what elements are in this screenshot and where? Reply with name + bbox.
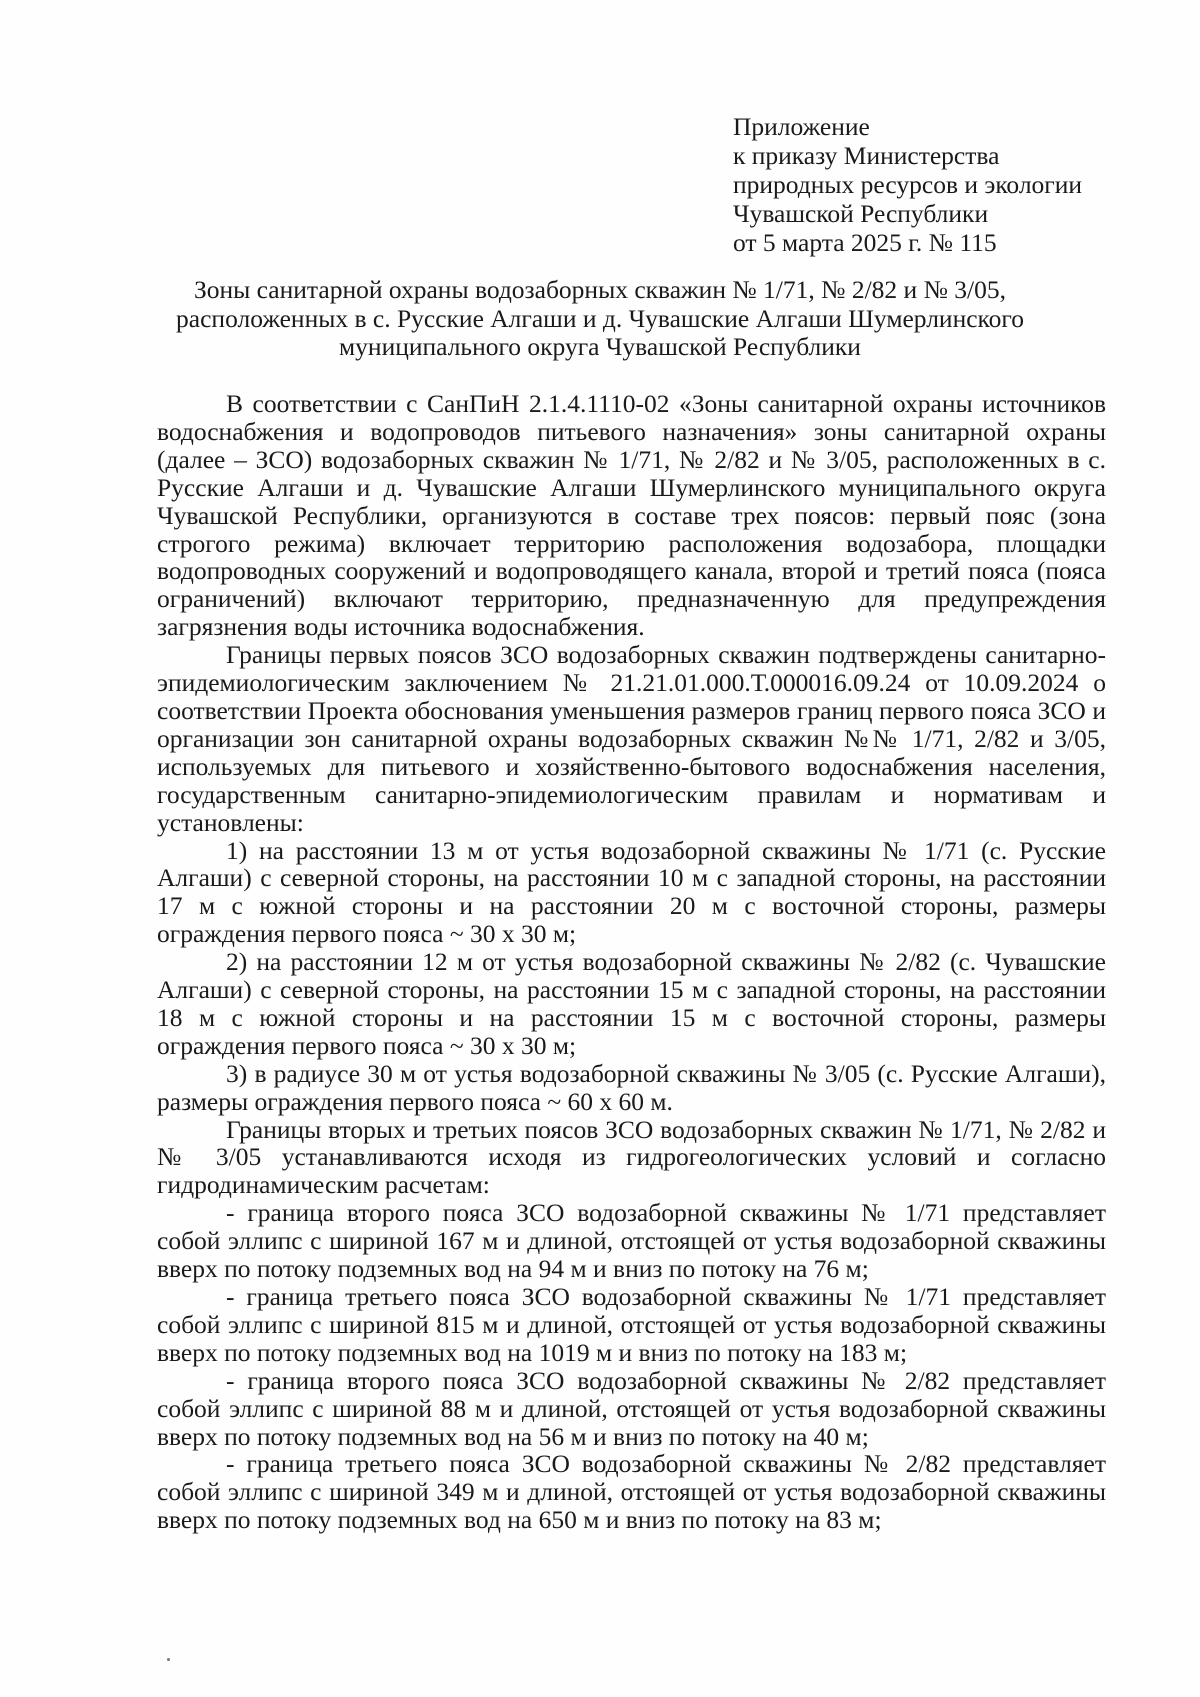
scan-speck bbox=[167, 1658, 170, 1661]
list-item-well-1-71: 1) на расстоянии 13 м от устья водозаборной скважины № 1/71 (с. Русские Алгаши) с северной стороны, на расстоянии 10 м с западной стороны, на расстоянии 17 м с южной стороны и на расстоянии 20 м с восточной стороны, размеры ограждения первого пояса ~ 30 х 30 м; bbox=[157, 835, 1106, 949]
appendix-header-line: к приказу Министерства bbox=[733, 141, 1000, 170]
list-item-well-3-05: 3) в радиусе 30 м от устья водозаборной скважины № 3/05 (с. Русские Алгаши), размеры ограждения первого пояса ~ 60 х 60 м. bbox=[157, 1058, 1106, 1116]
appendix-header-line: Чувашской Республики bbox=[733, 199, 989, 228]
appendix-header-line: Приложение bbox=[733, 112, 870, 141]
appendix-header-date-number: от 5 марта 2025 г. № 115 bbox=[733, 228, 997, 257]
document-title-line: муниципального округа Чувашской Республики bbox=[339, 332, 861, 361]
paragraph-first-belt-boundaries: Границы первых поясов ЗСО водозаборных скважин подтверждены санитарно-эпидемиологическим заключением № 21.21.01.000.Т.000016.09.24 от 10.09.2024 о соответствии Проекта обоснования уменьшения размеров границ первого пояса ЗСО и организации зон санитарной охраны водозаборных скважин №№ 1/71, 2/82 и 3/05, используемых для питьевого и хозяйственно-бытового водоснабжения населения, государственным санитарно-эпидемиологическим правилам и нормативам и установлены: bbox=[157, 640, 1106, 837]
list-item-third-belt-2-82: - граница третьего пояса ЗСО водозаборной скважины № 2/82 представляет собой эллипс с шириной 349 м и длиной, отстоящей от устья водозаборной скважины вверх по потоку подземных вод на 650 м и вниз по потоку на 83 м; bbox=[157, 1449, 1106, 1535]
appendix-header-line: природных ресурсов и экологии bbox=[733, 170, 1083, 199]
list-item-well-2-82: 2) на расстоянии 12 м от устья водозаборной скважины № 2/82 (с. Чувашские Алгаши) с северной стороны, на расстоянии 15 м с западной стороны, на расстоянии 18 м с южной стороны и на расстоянии 15 м с восточной стороны, размеры ограждения первого пояса ~ 30 х 30 м; bbox=[157, 947, 1106, 1060]
document-title bbox=[150, 276, 1050, 362]
document-title-line: расположенных в с. Русские Алгаши и д. Чувашские Алгаши Шумерлинского bbox=[176, 303, 1024, 333]
document-title-line: Зоны санитарной охраны водозаборных скважин № 1/71, № 2/82 и № 3/05, bbox=[194, 275, 1006, 304]
list-item-second-belt-2-82: - граница второго пояса ЗСО водозаборной скважины № 2/82 представляет собой эллипс с шириной 88 м и длиной, отстоящей от устья водозаборной скважины вверх по потоку подземных вод на 56 м и вниз по потоку на 40 м; bbox=[157, 1365, 1106, 1451]
paragraph-second-third-belts: Границы вторых и третьих поясов ЗСО водозаборных скважин № 1/71, № 2/82 и № 3/05 устанавливаются исходя из гидрогеологических условий и согласно гидродинамическим расчетам: bbox=[157, 1114, 1106, 1200]
list-item-third-belt-1-71: - граница третьего пояса ЗСО водозаборной скважины № 1/71 представляет собой эллипс с шириной 815 м и длиной, отстоящей от устья водозаборной скважины вверх по потоку подземных вод на 1019 м и вниз по потоку на 183 м; bbox=[157, 1282, 1106, 1367]
appendix-header bbox=[733, 112, 1153, 257]
paragraph-intro: В соответствии с СанПиН 2.1.4.1110-02 «Зоны санитарной охраны источников водоснабжения и водопроводов питьевого назначения» зоны санитарной охраны (далее – ЗСО) водозаборных скважин № 1/71, № 2/82 и № 3/05, расположенных в с. Русские Алгаши и д. Чувашские Алгаши Шумерлинского муниципального округа Чувашской Республики, организуются в составе трех поясов: первый пояс (зона строгого режима) включает территорию расположения водозабора, площадки водопроводных сооружений и водопроводящего канала, второй и третий пояса (пояса ограничений) включают территорию, предназначенную для предупреждения загрязнения воды источника водоснабжения. bbox=[157, 389, 1106, 642]
list-item-second-belt-1-71: - граница второго пояса ЗСО водозаборной скважины № 1/71 представляет собой эллипс с шириной 167 м и длиной, отстоящей от устья водозаборной скважины вверх по потоку подземных вод на 94 м и вниз по потоку на 76 м; bbox=[157, 1198, 1106, 1284]
document-body bbox=[157, 390, 1106, 1534]
